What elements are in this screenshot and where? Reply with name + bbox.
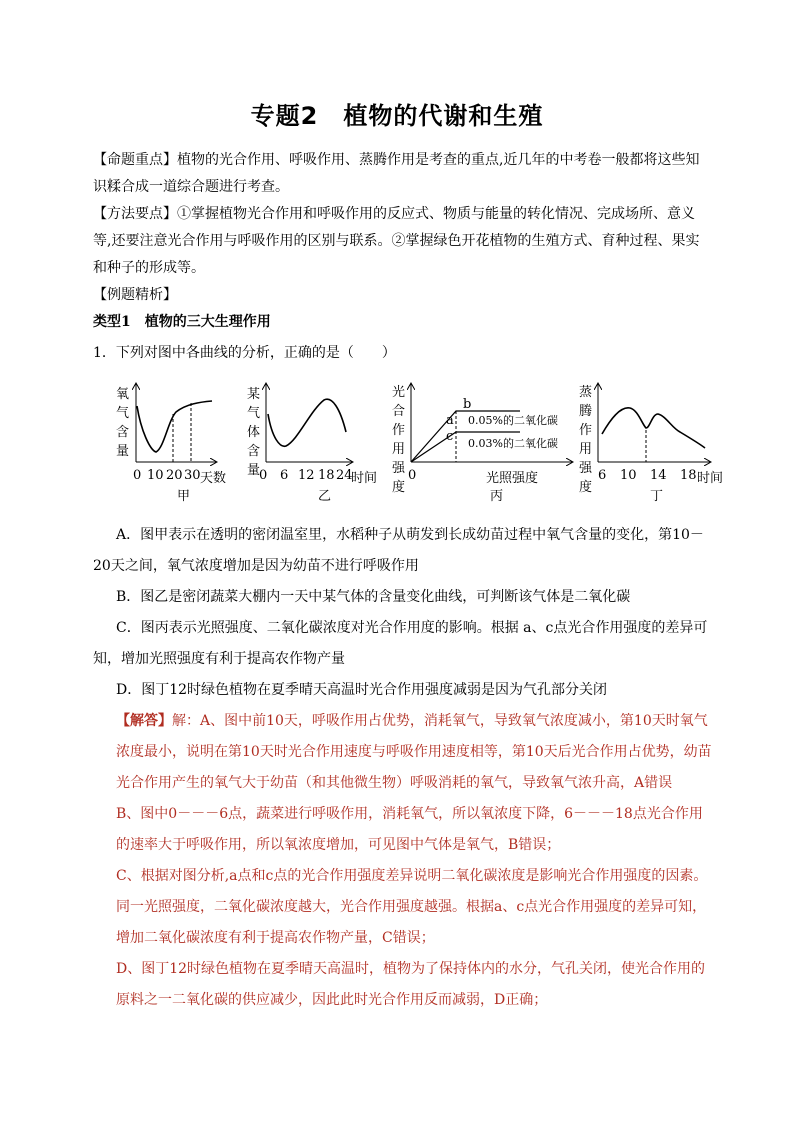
jia-ylabel-1: 氧 [116, 387, 130, 402]
yi-tick-6: 6 [280, 468, 289, 483]
yi-ylabel-1: 某 [247, 387, 261, 402]
ding-xlabel: 时间 [697, 471, 724, 486]
answer-part-b: B、图中0－－－6点，蔬菜进行呼吸作用，消耗氧气，所以氧浓度下降，6－－－18点光合作用的速率大于呼吸作用，所以氧浓度增加，可见图中气体是氧气，B错误； [116, 806, 703, 853]
jia-ylabel-2: 气 [116, 406, 130, 421]
jia-tick-20: 20 [166, 468, 183, 483]
method-points-paragraph: 【方法要点】①掌握植物光合作用和呼吸作用的反应式、物质与能量的转化情况、完成场所、意义等,还要注意光合作用与呼吸作用的区别与联系。②掌握绿色开花植物的生殖方式、育种过程、果实和种子的形成等。 [93, 206, 700, 276]
bing-tick-0: 0 [408, 468, 417, 483]
answer-part-c: C、根据对图分析,a点和c点的光合作用强度差异说明二氧化碳浓度是影响光合作用强度的因素。同一光照强度，二氧化碳浓度越大，光合作用强度越强。根据a、c点光合作用强度的差异可知，增加二氧化碳浓度有利于提高农作物产量，C错误； [116, 868, 708, 946]
bing-xlabel: 光照强度 [486, 471, 539, 486]
key-points-paragraph: 【命题重点】植物的光合作用、呼吸作用、蒸腾作用是考查的重点,近几年的中考卷一般都将这些知识糅合成一道综合题进行考查。 [93, 152, 700, 195]
bing-ylabel-5: 强 [392, 461, 406, 476]
answer-tag: 【解答】 [116, 713, 172, 729]
jia-ylabel-4: 量 [116, 444, 130, 459]
figure-ding [579, 384, 723, 504]
ding-ylabel-5: 强 [579, 461, 593, 476]
yi-ylabel-4: 含 [247, 444, 261, 459]
jia-curve [137, 401, 212, 452]
figure-row [0, 376, 794, 516]
example-heading: 【例题精析】 [93, 287, 177, 303]
type1-heading: 类型1 植物的三大生理作用 [93, 314, 271, 330]
jia-tick-30: 30 [184, 468, 201, 483]
ding-curve [602, 408, 705, 448]
bing-point-a: a [446, 413, 454, 428]
ding-ylabel-4: 用 [579, 442, 593, 457]
bing-point-b: b [463, 397, 472, 412]
page-title: 专题2 植物的代谢和生殖 [250, 102, 544, 130]
ding-ylabel-1: 蒸 [579, 385, 593, 400]
bing-ylabel-1: 光 [392, 385, 406, 400]
yi-ylabel-3: 体 [247, 425, 261, 440]
yi-xlabel: 时间 [351, 471, 378, 486]
option-d: D．图丁12时绿色植物在夏季晴天高温时光合作用强度减弱是因为气孔部分关闭 [116, 682, 608, 698]
ding-tick-6: 6 [598, 468, 607, 483]
option-a: A．图甲表示在透明的密闭温室里，水稻种子从萌发到长成幼苗过程中氧气含量的变化，第10－20天之间，氧气浓度增加是因为幼苗不进行呼吸作用 [93, 527, 704, 574]
figure-bing [392, 384, 572, 504]
bing-point-c: c [446, 429, 454, 444]
ding-ylabel-2: 腾 [579, 404, 593, 419]
bing-caption: 丙 [490, 489, 504, 504]
bing-ylabel-3: 作 [392, 423, 406, 438]
jia-caption: 甲 [177, 489, 191, 504]
yi-tick-18: 18 [318, 468, 335, 483]
figure-jia [116, 384, 226, 504]
jia-xlabel: 天数 [200, 471, 227, 486]
bing-legend-003: 0.03%的二氧化碳 [468, 437, 558, 450]
bing-ylabel-4: 用 [392, 442, 406, 457]
answer-part-a [116, 706, 716, 799]
jia-tick-0: 0 [133, 468, 142, 483]
yi-ylabel-5: 量 [247, 463, 261, 478]
jia-ylabel-3: 含 [116, 425, 130, 440]
ding-tick-10: 10 [620, 468, 637, 483]
bing-ylabel-6: 度 [392, 480, 406, 495]
bing-ylabel-2: 合 [392, 404, 406, 419]
question-stem: 1．下列对图中各曲线的分析，正确的是（ ） [93, 345, 396, 361]
option-b: B．图乙是密闭蔬菜大棚内一天中某气体的含量变化曲线，可判断该气体是二氧化碳 [116, 589, 631, 605]
answer-a-text: 解：A、图中前10天，呼吸作用占优势，消耗氧气，导致氧气浓度减小，第10天时氧气浓度最小，说明在第10天时光合作用速度与呼吸作用速度相等，第10天后光合作用占优势，幼苗光合作用产生的氧气大于幼苗（和其他微生物）呼吸消耗的氧气，导致氧气浓升高，A错误 [116, 713, 712, 791]
yi-caption: 乙 [318, 489, 332, 504]
ding-ylabel-3: 作 [579, 423, 593, 438]
ding-ylabel-6: 度 [579, 480, 593, 495]
bing-legend-005: 0.05%的二氧化碳 [468, 414, 558, 427]
answer-part-d: D、图丁12时绿色植物在夏季晴天高温时，植物为了保持体内的水分，气孔关闭，使光合作用的原料之一二氧化碳的供应减少，因此此时光合作用反而减弱，D正确； [116, 961, 706, 1008]
option-c: C．图丙表示光照强度、二氧化碳浓度对光合作用度的影响。根据 a、c点光合作用强度的差异可知，增加光照强度有利于提高农作物产量 [93, 620, 708, 667]
ding-tick-14: 14 [650, 468, 667, 483]
yi-tick-12: 12 [298, 468, 315, 483]
figure-yi [247, 384, 377, 504]
yi-tick-0: 0 [259, 468, 268, 483]
jia-tick-10: 10 [147, 468, 164, 483]
yi-curve [268, 399, 346, 446]
yi-ylabel-2: 气 [247, 406, 261, 421]
yi-tick-24: 24 [336, 468, 353, 483]
ding-caption: 丁 [650, 489, 664, 504]
ding-tick-18: 18 [680, 468, 697, 483]
